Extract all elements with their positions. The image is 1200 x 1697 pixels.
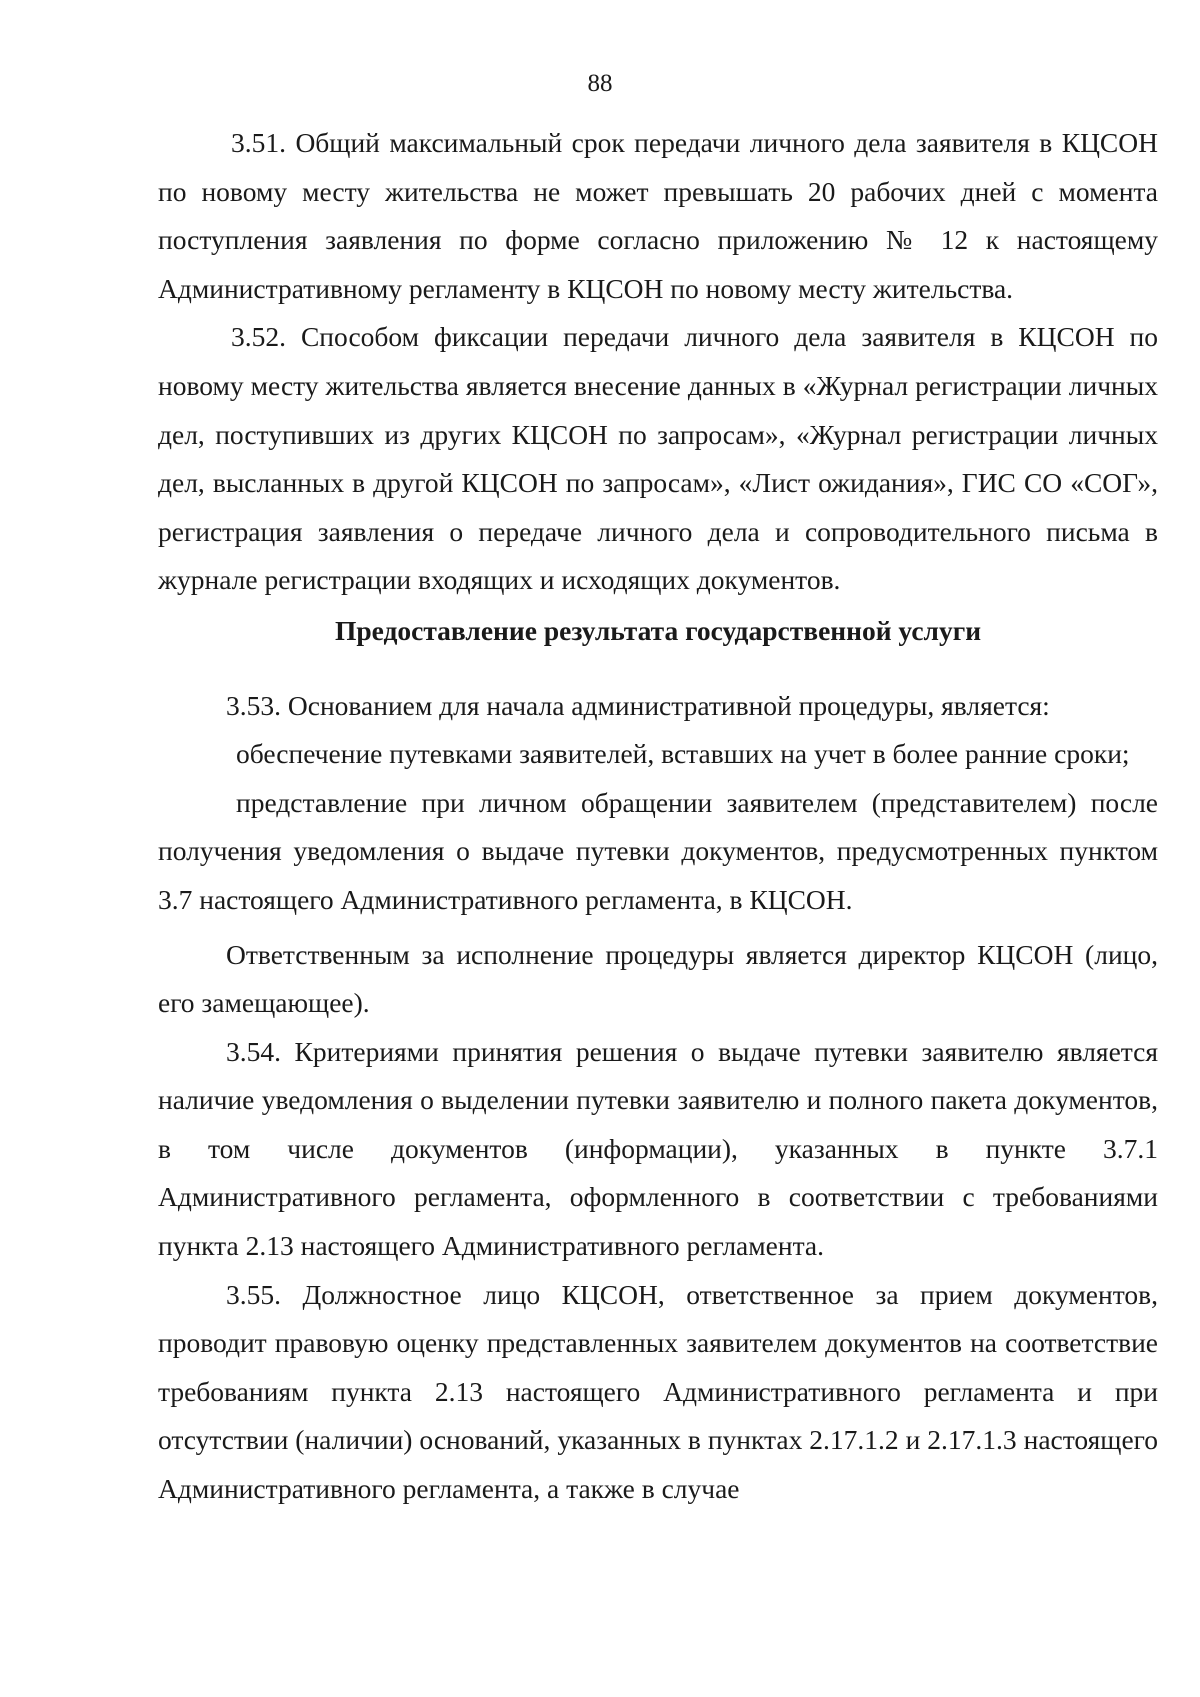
- paragraph-3-54: 3.54. Критериями принятия решения о выдаче путевки заявителю является наличие уведомления о выделении путевки заявителю и полного пакета документов, в том числе документов (информации), указанных в пункте 3.7.1 Административного регламента, оформленного в соответствии с требованиями пункта 2.13 настоящего Административного регламента.: [158, 1035, 1158, 1262]
- paragraph-3-55: 3.55. Должностное лицо КЦСОН, ответственное за прием документов, проводит правовую оценку представленных заявителем документов на соответствие требованиям пункта 2.13 настоящего Административного регламента и при отсутствии (наличии) оснований, указанных в пунктах 2.17.1.2 и 2.17.1.3 настоящего Административного регламента, а также в случае: [158, 1278, 1158, 1505]
- paragraph-responsible: Ответственным за исполнение процедуры является директор КЦСОН (лицо, его замещающее).: [158, 938, 1158, 1019]
- page-number: 88: [587, 70, 613, 97]
- document-body: [158, 119, 1158, 1514]
- paragraph-3-53-item-1: обеспечение путевками заявителей, вставших на учет в более ранние сроки;: [236, 738, 1130, 770]
- paragraph-3-53-item-2: представление при личном обращении заявителем (представителем) после получения уведомления о выдаче путевки документов, предусмотренных пунктом 3.7 настоящего Административного регламента, в КЦСОН.: [158, 786, 1158, 915]
- paragraph-3-53: 3.53. Основанием для начала административной процедуры, является:: [226, 689, 1050, 721]
- paragraph-3-51: 3.51. Общий максимальный срок передачи личного дела заявителя в КЦСОН по новому месту жительства не может превышать 20 рабочих дней с момента поступления заявления по форме согласно приложению № 12 к настоящему Административному регламенту в КЦСОН по новому месту жительства.: [158, 127, 1158, 304]
- paragraph-3-52: 3.52. Способом фиксации передачи личного дела заявителя в КЦСОН по новому месту жительства является внесение данных в «Журнал регистрации личных дел, поступивших из других КЦСОН по запросам», «Журнал регистрации личных дел, высланных в другой КЦСОН по запросам», «Лист ожидания», ГИС СО «СОГ», регистрация заявления о передаче личного дела и сопроводительного письма в журнале регистрации входящих и исходящих документов.: [158, 321, 1158, 596]
- section-heading: Предоставление результата государственной услуги: [334, 614, 982, 646]
